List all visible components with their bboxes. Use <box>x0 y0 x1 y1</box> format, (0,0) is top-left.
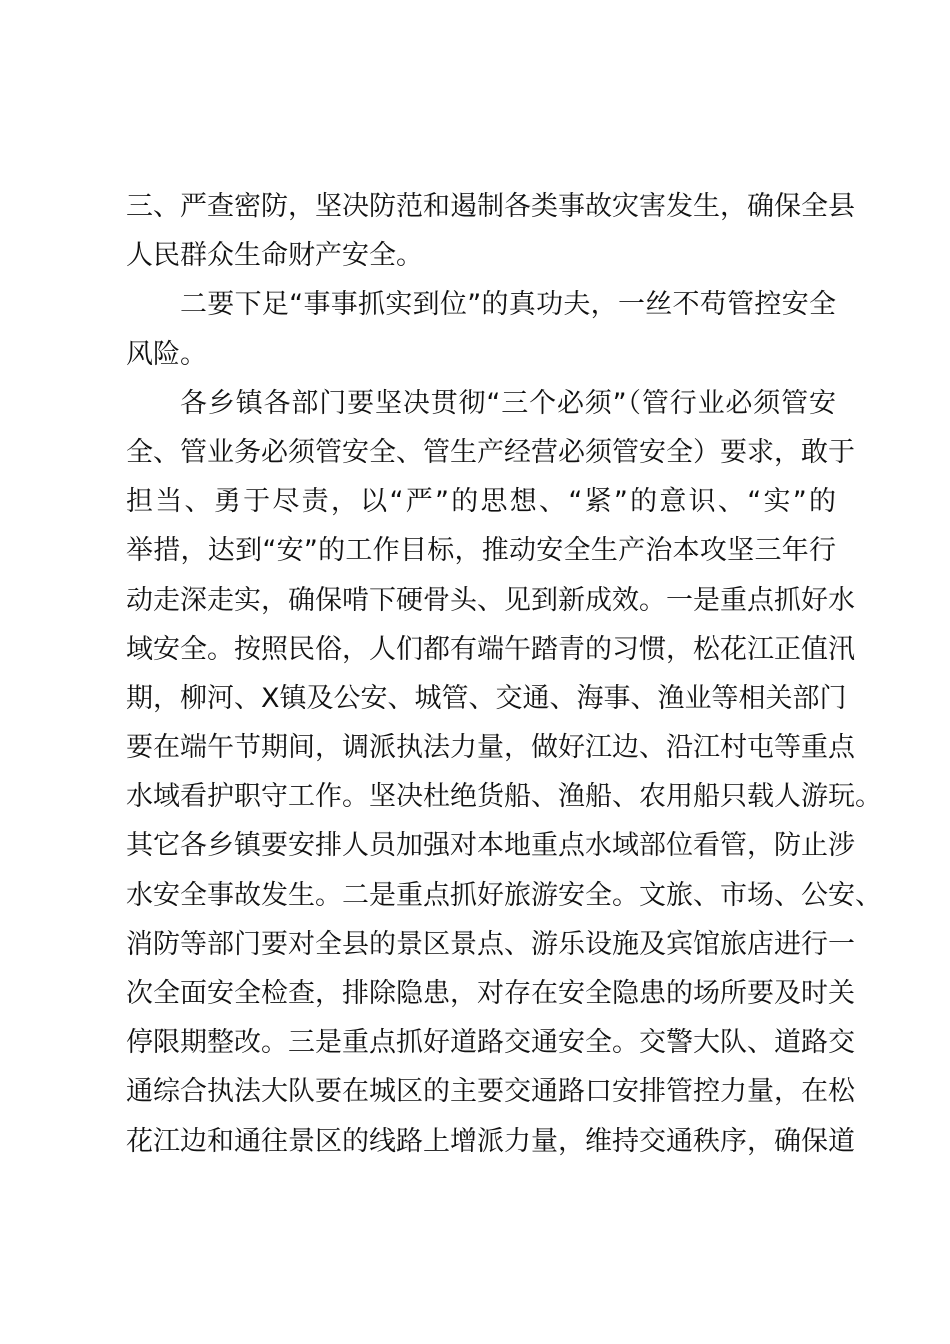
text-line: 动走深走实，确保啃下硬骨头、见到新成效。一是重点抓好水 <box>126 584 855 616</box>
text-line: 消防等部门要对全县的景区景点、游乐设施及宾馆旅店进行一 <box>126 928 855 960</box>
text-line: 人民群众生命财产安全。 <box>126 240 423 272</box>
text-line: 域安全。按照民俗，人们都有端午踏青的习惯，松花江正值汛 <box>126 633 855 665</box>
text-line: 三、严查密防，坚决防范和遏制各类事故灾害发生，确保全县 <box>126 191 855 222</box>
body-text <box>126 182 882 1166</box>
text-line: 担当、勇于尽责，以“严”的思想、“紧”的意识、“实”的 <box>126 486 836 518</box>
text-line: 水安全事故发生。二是重点抓好旅游安全。文旅、市场、公安、 <box>126 879 882 911</box>
paragraph-start-line: 各乡镇各部门要坚决贯彻“三个必须”（管行业必须管安 <box>180 387 836 419</box>
text-line: 举措，达到“安”的工作目标，推动安全生产治本攻坚三年行 <box>126 535 836 567</box>
text-line: 期，柳河、X镇及公安、城管、交通、海事、渔业等相关部门 <box>126 682 847 714</box>
paragraph-start-line: 二要下足“事事抓实到位”的真功夫，一丝不苟管控安全 <box>180 289 836 321</box>
text-line: 通综合执法大队要在城区的主要交通路口安排管控力量，在松 <box>126 1076 855 1108</box>
text-line: 全、管业务必须管安全、管生产经营必须管安全）要求，敢于 <box>126 436 855 468</box>
text-line: 花江边和通往景区的线路上增派力量，维持交通秩序，确保道 <box>126 1125 855 1157</box>
text-line: 水域看护职守工作。坚决杜绝货船、渔船、农用船只载人游玩。 <box>126 781 882 813</box>
text-line: 风险。 <box>126 338 207 370</box>
text-line: 要在端午节期间，调派执法力量，做好江边、沿江村屯等重点 <box>126 732 855 764</box>
text-line: 停限期整改。三是重点抓好道路交通安全。交警大队、道路交 <box>126 1027 855 1059</box>
text-line: 次全面安全检查，排除隐患，对存在安全隐患的场所要及时关 <box>126 978 855 1009</box>
text-line: 其它各乡镇要安排人员加强对本地重点水域部位看管，防止涉 <box>126 830 855 862</box>
